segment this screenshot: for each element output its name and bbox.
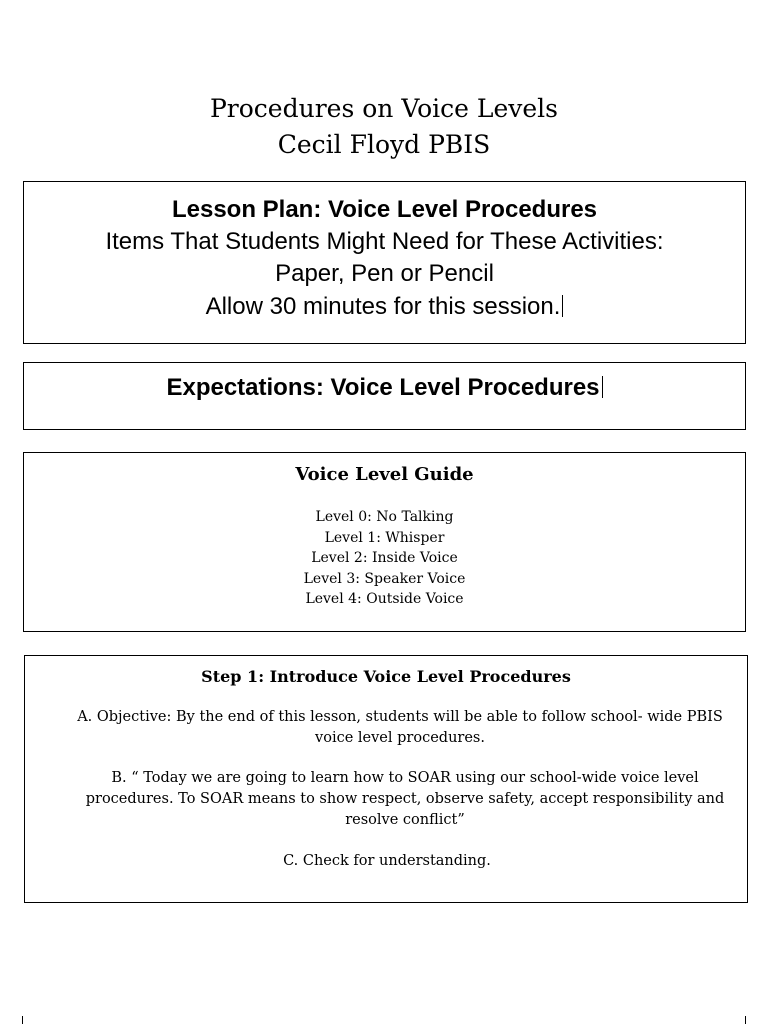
voice-level-item: Level 0: No Talking bbox=[315, 509, 454, 525]
expectations-box bbox=[23, 362, 746, 430]
document-title: Procedures on Voice Levels bbox=[209, 94, 559, 123]
text-cursor bbox=[602, 376, 603, 398]
lesson-materials-line: Paper, Pen or Pencil bbox=[275, 260, 494, 287]
voice-level-item: Level 3: Speaker Voice bbox=[303, 570, 466, 587]
text-cursor bbox=[562, 295, 563, 317]
lesson-plan-box bbox=[23, 181, 746, 344]
document-subtitle: Cecil Floyd PBIS bbox=[277, 130, 491, 159]
page-edge-mark bbox=[745, 1016, 746, 1024]
voice-level-guide-heading: Voice Level Guide bbox=[295, 464, 474, 485]
expectations-heading-line bbox=[24, 373, 745, 403]
voice-level-item: Level 4: Outside Voice bbox=[305, 591, 464, 607]
voice-level-list bbox=[24, 507, 745, 610]
lesson-time-line bbox=[24, 292, 745, 322]
lesson-items-line: Items That Students Might Need for These Activities: bbox=[105, 228, 664, 255]
step1-check-understanding: C. Check for understanding. bbox=[283, 853, 491, 869]
step1-intro-quote: B. “ Today we are going to learn how to SOAR using our school-wide voice level procedures. To SOAR means to show respect, observe safety, accept responsibility and resolve conflict” bbox=[85, 770, 725, 828]
step1-heading: Step 1: Introduce Voice Level Procedures bbox=[201, 667, 571, 686]
expectations-heading: Expectations: Voice Level Procedures bbox=[166, 374, 600, 401]
page-edge-mark bbox=[22, 1016, 23, 1024]
step1-objective: A. Objective: By the end of this lesson, students will be able to follow school- wide PBIS voice level procedures. bbox=[77, 709, 723, 746]
step1-box bbox=[24, 655, 748, 903]
voice-level-guide-box bbox=[23, 452, 746, 632]
voice-level-item: Level 2: Inside Voice bbox=[311, 550, 458, 566]
voice-level-item: Level 1: Whisper bbox=[324, 529, 445, 546]
lesson-plan-heading: Lesson Plan: Voice Level Procedures bbox=[171, 196, 598, 223]
lesson-time-text: Allow 30 minutes for this session. bbox=[205, 293, 561, 320]
